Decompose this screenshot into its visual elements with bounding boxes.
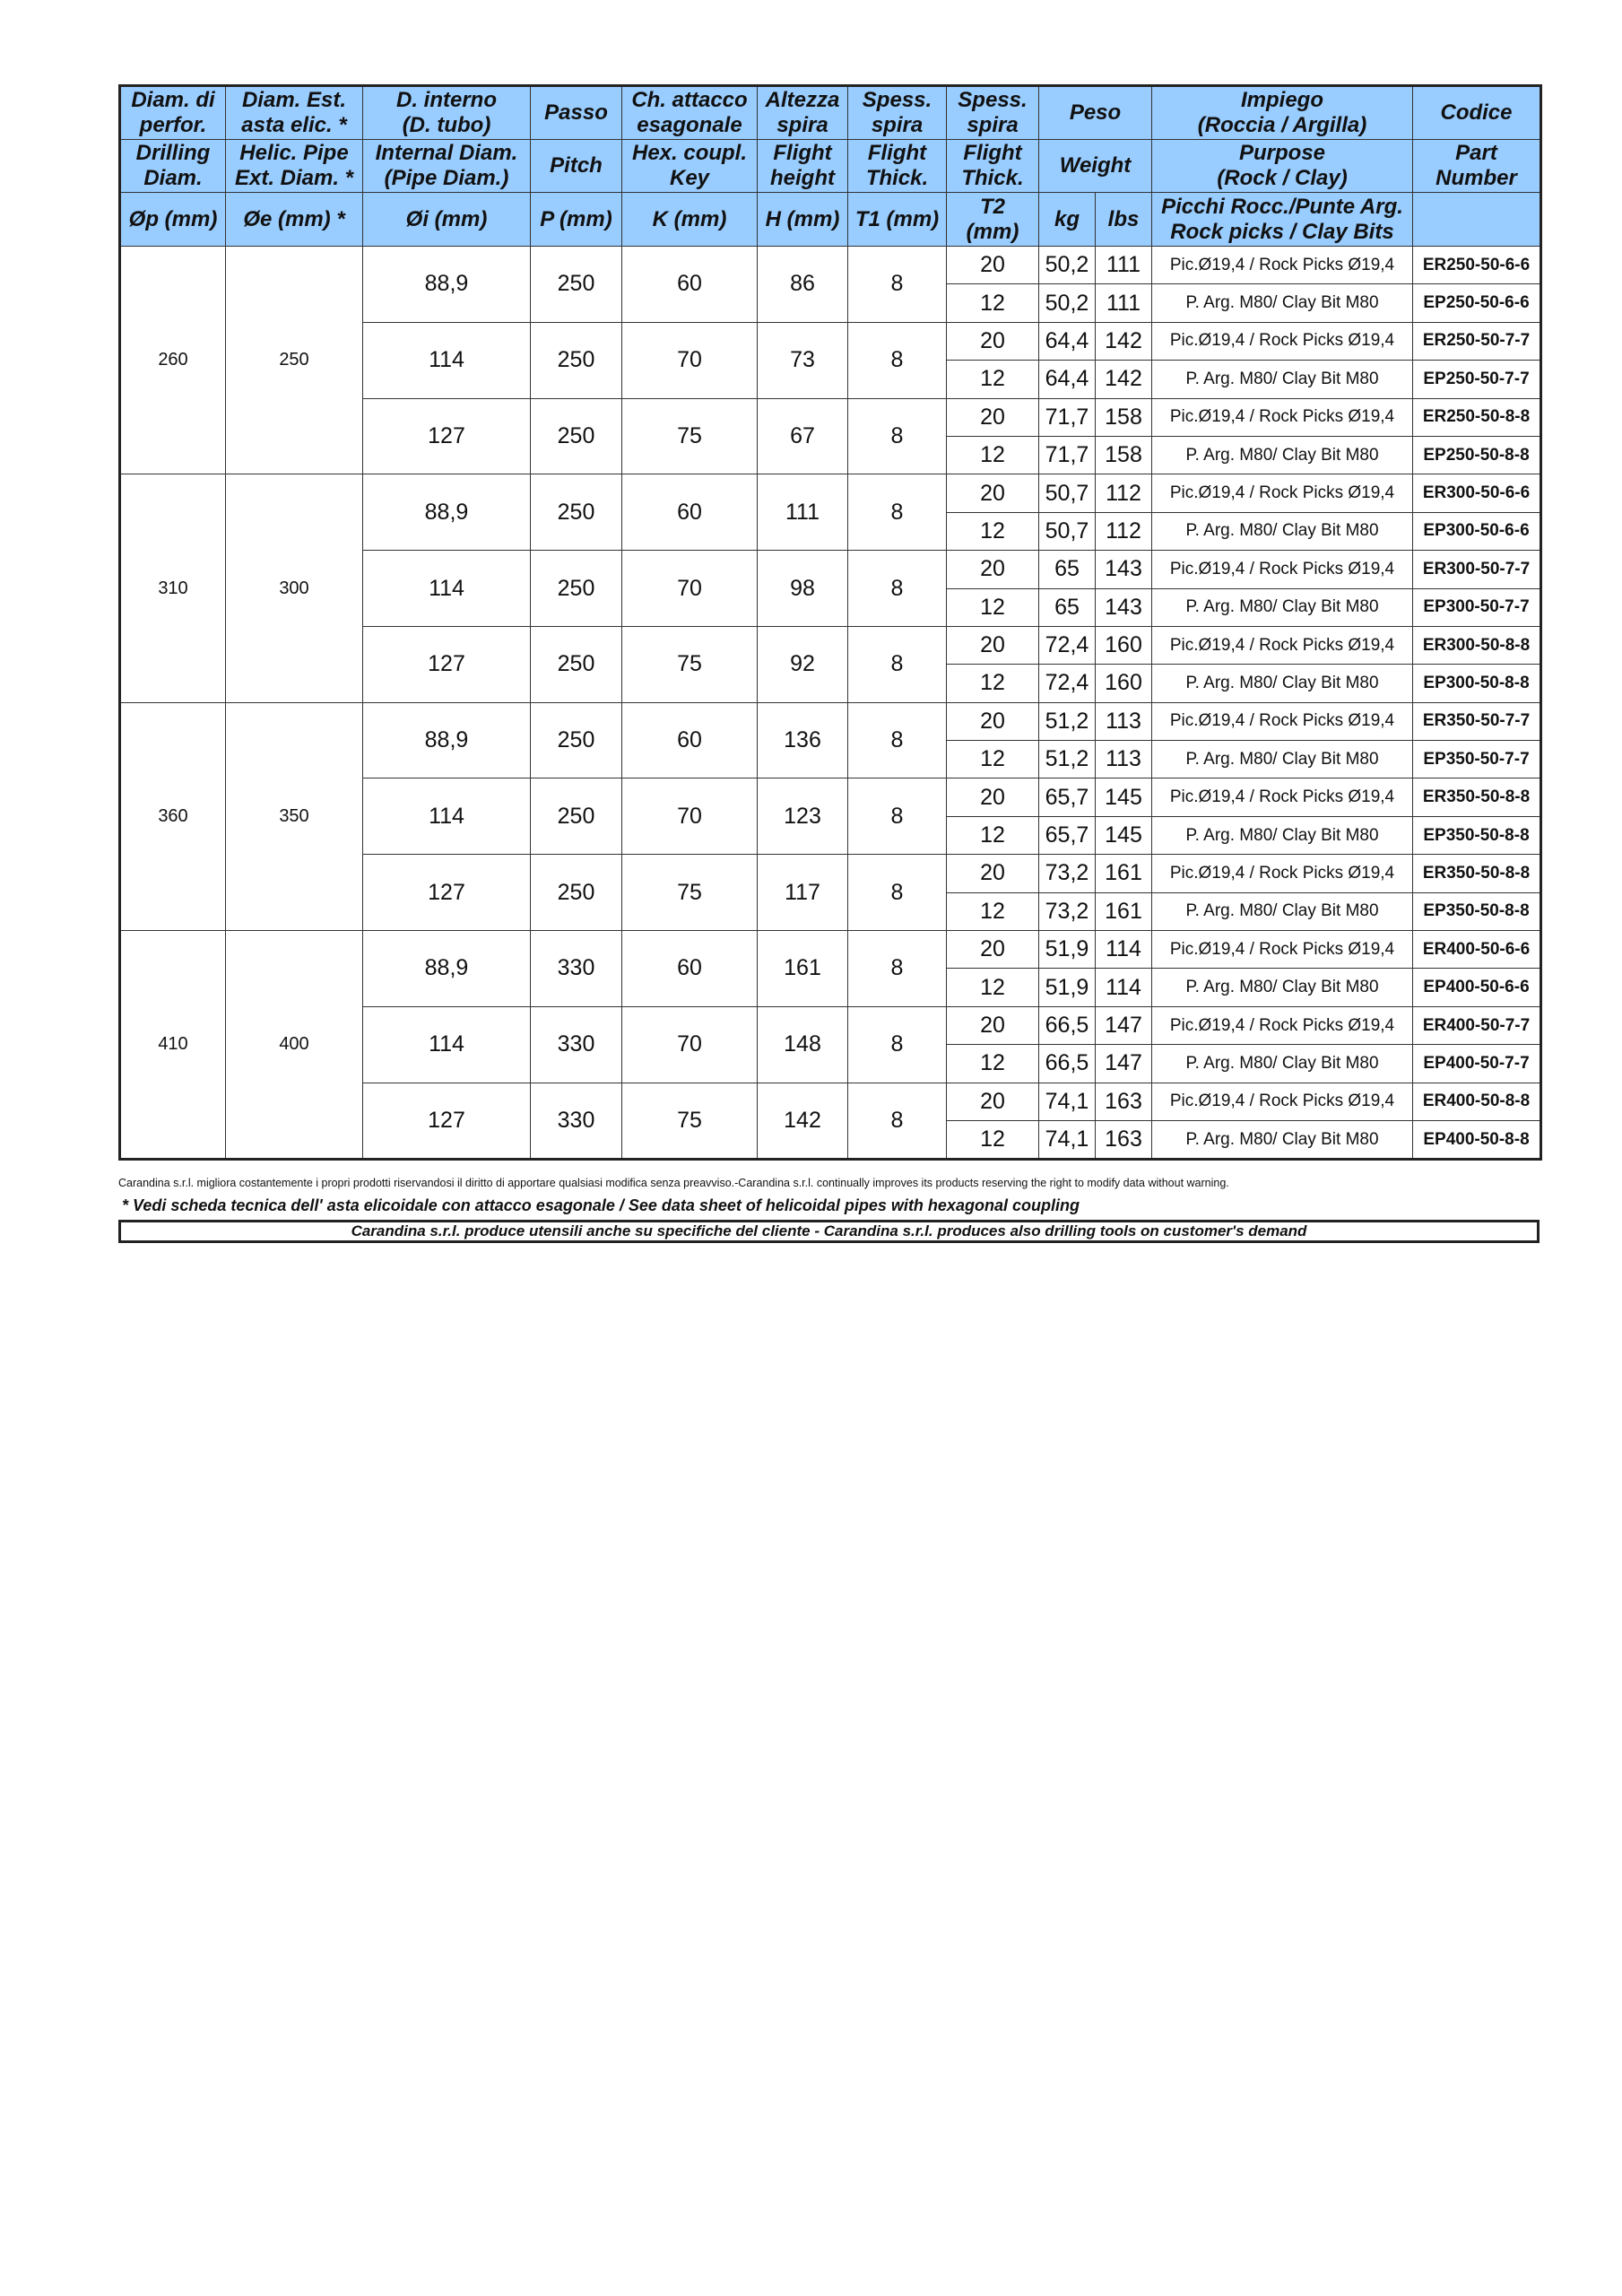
weight-kg-cell: 64,4: [1039, 322, 1096, 360]
purpose-cell: P. Arg. M80/ Clay Bit M80: [1152, 588, 1413, 626]
flight-thick-t2-cell: 12: [947, 1120, 1039, 1159]
weight-kg-cell: 50,7: [1039, 512, 1096, 550]
header-row1-k: [622, 86, 758, 140]
header-line: Impiego: [1240, 88, 1323, 112]
weight-lbs-cell: 160: [1096, 665, 1152, 702]
flight-thick-t2-cell: 20: [947, 322, 1039, 360]
header-row1-purpose: [1152, 86, 1413, 140]
header-line: Drilling: [135, 141, 211, 165]
header-line: Part: [1455, 141, 1497, 165]
header-line: Key: [669, 166, 710, 190]
flight-thick-t1-cell: 8: [848, 702, 947, 778]
weight-lbs-cell: 112: [1096, 512, 1152, 550]
weight-lbs-cell: 145: [1096, 816, 1152, 854]
header-row2-h: [758, 140, 848, 193]
weight-kg-cell: 50,2: [1039, 247, 1096, 284]
hex-key-cell: 60: [622, 702, 758, 778]
weight-kg-cell: 65: [1039, 551, 1096, 588]
weight-kg-cell: 65,7: [1039, 816, 1096, 854]
table-row: [120, 474, 1541, 512]
flight-height-cell: 142: [758, 1083, 848, 1160]
flight-thick-t2-cell: 12: [947, 512, 1039, 550]
weight-kg-cell: 66,5: [1039, 1006, 1096, 1044]
header-line: spira: [871, 113, 924, 137]
pipe-ext-diameter-cell: 300: [226, 474, 363, 702]
flight-height-cell: 161: [758, 931, 848, 1007]
part-number-cell: EP250-50-8-8: [1413, 436, 1541, 474]
header-line: Thick.: [865, 166, 929, 190]
flight-thick-t2-cell: 12: [947, 969, 1039, 1006]
weight-lbs-cell: 163: [1096, 1083, 1152, 1120]
header-row3-t2: [947, 193, 1039, 247]
internal-diameter-cell: 114: [363, 322, 531, 398]
part-number-cell: EP400-50-6-6: [1413, 969, 1541, 1006]
header-line: Ch. attacco: [631, 88, 748, 112]
flight-height-cell: 148: [758, 1006, 848, 1083]
purpose-cell: Pic.Ø19,4 / Rock Picks Ø19,4: [1152, 626, 1413, 664]
internal-diameter-cell: 88,9: [363, 931, 531, 1007]
flight-height-cell: 92: [758, 626, 848, 702]
internal-diameter-cell: 127: [363, 398, 531, 474]
weight-kg-cell: 51,2: [1039, 702, 1096, 740]
header-row2-code: [1413, 140, 1541, 193]
purpose-cell: P. Arg. M80/ Clay Bit M80: [1152, 665, 1413, 702]
weight-kg-cell: 72,4: [1039, 665, 1096, 702]
flight-thick-t2-cell: 20: [947, 778, 1039, 816]
pitch-cell: 330: [531, 1083, 622, 1160]
part-number-cell: EP250-50-7-7: [1413, 361, 1541, 398]
header-line: spira: [967, 113, 1019, 137]
weight-lbs-cell: 112: [1096, 474, 1152, 512]
spec-table: [118, 84, 1542, 1161]
header-line: T2: [979, 194, 1005, 219]
weight-kg-cell: 65: [1039, 588, 1096, 626]
header-row1-h: [758, 86, 848, 140]
flight-thick-t1-cell: 8: [848, 1083, 947, 1160]
weight-lbs-cell: 158: [1096, 398, 1152, 436]
weight-kg-cell: 65,7: [1039, 778, 1096, 816]
hex-key-cell: 75: [622, 398, 758, 474]
weight-lbs-cell: 147: [1096, 1045, 1152, 1083]
header-line: Altezza: [765, 88, 840, 112]
part-number-cell: EP250-50-6-6: [1413, 284, 1541, 322]
flight-height-cell: 123: [758, 778, 848, 855]
header-row3-p: P (mm): [531, 193, 622, 247]
purpose-cell: Pic.Ø19,4 / Rock Picks Ø19,4: [1152, 398, 1413, 436]
header-line: Spess.: [958, 88, 1028, 112]
weight-lbs-cell: 142: [1096, 361, 1152, 398]
hex-key-cell: 60: [622, 474, 758, 551]
table-row: [120, 702, 1541, 740]
flight-thick-t1-cell: 8: [848, 551, 947, 627]
weight-kg-cell: 51,9: [1039, 931, 1096, 969]
purpose-cell: P. Arg. M80/ Clay Bit M80: [1152, 892, 1413, 930]
purpose-cell: Pic.Ø19,4 / Rock Picks Ø19,4: [1152, 322, 1413, 360]
header-row1-code: [1413, 86, 1541, 140]
purpose-cell: P. Arg. M80/ Clay Bit M80: [1152, 284, 1413, 322]
flight-height-cell: 136: [758, 702, 848, 778]
hex-key-cell: 75: [622, 1083, 758, 1160]
header-line: Flight: [867, 141, 927, 165]
header-line: asta elic. *: [241, 113, 347, 137]
flight-thick-t1-cell: 8: [848, 1006, 947, 1083]
header-line: perfor.: [139, 113, 207, 137]
header-row1-weight: [1039, 86, 1152, 140]
pitch-cell: 250: [531, 247, 622, 323]
flight-thick-t2-cell: 12: [947, 741, 1039, 778]
weight-lbs-cell: 142: [1096, 322, 1152, 360]
flight-thick-t2-cell: 12: [947, 436, 1039, 474]
purpose-cell: Pic.Ø19,4 / Rock Picks Ø19,4: [1152, 778, 1413, 816]
purpose-cell: Pic.Ø19,4 / Rock Picks Ø19,4: [1152, 931, 1413, 969]
weight-lbs-cell: 143: [1096, 551, 1152, 588]
flight-height-cell: 73: [758, 322, 848, 398]
flight-thick-t2-cell: 20: [947, 702, 1039, 740]
pipe-ext-diameter-cell: 350: [226, 702, 363, 930]
part-number-cell: EP350-50-8-8: [1413, 816, 1541, 854]
header-line: Flight: [963, 141, 1022, 165]
pitch-cell: 250: [531, 626, 622, 702]
hex-key-cell: 70: [622, 551, 758, 627]
header-line: Ext. Diam. *: [234, 166, 354, 190]
header-row3-code: [1413, 193, 1541, 247]
hex-key-cell: 70: [622, 1006, 758, 1083]
header-row2-p: [531, 140, 622, 193]
weight-kg-cell: 73,2: [1039, 892, 1096, 930]
part-number-cell: ER350-50-7-7: [1413, 702, 1541, 740]
header-line: Diam. Est.: [241, 88, 347, 112]
purpose-cell: P. Arg. M80/ Clay Bit M80: [1152, 1045, 1413, 1083]
pitch-cell: 250: [531, 855, 622, 931]
part-number-cell: ER400-50-8-8: [1413, 1083, 1541, 1120]
asterisk-note: * Vedi scheda tecnica dell' asta elicoidale con attacco esagonale / See data sheet of helicoidal pipes with hexagonal coupling: [122, 1196, 1080, 1214]
pitch-cell: 250: [531, 778, 622, 855]
weight-kg-cell: 66,5: [1039, 1045, 1096, 1083]
flight-thick-t2-cell: 20: [947, 247, 1039, 284]
hex-key-cell: 75: [622, 855, 758, 931]
part-number-cell: EP300-50-7-7: [1413, 588, 1541, 626]
internal-diameter-cell: 88,9: [363, 702, 531, 778]
header-row2-dp: [120, 140, 226, 193]
purpose-cell: Pic.Ø19,4 / Rock Picks Ø19,4: [1152, 1006, 1413, 1044]
weight-lbs-cell: 111: [1096, 284, 1152, 322]
drilling-diameter-cell: 310: [120, 474, 226, 702]
purpose-cell: Pic.Ø19,4 / Rock Picks Ø19,4: [1152, 247, 1413, 284]
flight-thick-t1-cell: 8: [848, 931, 947, 1007]
flight-thick-t1-cell: 8: [848, 322, 947, 398]
header-row: [120, 193, 1541, 247]
pipe-ext-diameter-cell: 400: [226, 931, 363, 1160]
header-line: Peso: [1069, 100, 1122, 125]
purpose-cell: Pic.Ø19,4 / Rock Picks Ø19,4: [1152, 1083, 1413, 1120]
flight-thick-t2-cell: 12: [947, 361, 1039, 398]
weight-lbs-cell: 161: [1096, 892, 1152, 930]
header-line: Purpose: [1238, 141, 1326, 165]
weight-lbs-cell: 161: [1096, 855, 1152, 892]
flight-thick-t2-cell: 20: [947, 1083, 1039, 1120]
internal-diameter-cell: 127: [363, 1083, 531, 1160]
flight-thick-t2-cell: 20: [947, 931, 1039, 969]
header-line: D. interno: [396, 88, 497, 112]
flight-thick-t1-cell: 8: [848, 626, 947, 702]
header-row1-de: [226, 86, 363, 140]
header-row2-di: [363, 140, 531, 193]
header-line: (mm): [966, 219, 1019, 244]
header-row: [120, 140, 1541, 193]
header-row3-t1: T1 (mm): [848, 193, 947, 247]
purpose-cell: P. Arg. M80/ Clay Bit M80: [1152, 361, 1413, 398]
header-line: Hex. coupl.: [631, 141, 748, 165]
pitch-cell: 250: [531, 474, 622, 551]
header-line: Number: [1436, 166, 1517, 190]
pitch-cell: 330: [531, 931, 622, 1007]
purpose-cell: Pic.Ø19,4 / Rock Picks Ø19,4: [1152, 702, 1413, 740]
part-number-cell: ER250-50-8-8: [1413, 398, 1541, 436]
flight-thick-t1-cell: 8: [848, 855, 947, 931]
header-row2-t2: [947, 140, 1039, 193]
flight-thick-t2-cell: 12: [947, 588, 1039, 626]
header-line: Codice: [1440, 100, 1513, 125]
header-row2-weight: [1039, 140, 1152, 193]
drilling-diameter-cell: 260: [120, 247, 226, 474]
header-row3-purpose: [1152, 193, 1413, 247]
header-line: Pitch: [550, 153, 603, 178]
weight-lbs-cell: 114: [1096, 931, 1152, 969]
purpose-cell: P. Arg. M80/ Clay Bit M80: [1152, 436, 1413, 474]
part-number-cell: EP400-50-7-7: [1413, 1045, 1541, 1083]
header-row1-t1: [848, 86, 947, 140]
custom-tools-banner: Carandina s.r.l. produce utensili anche su specifiche del cliente - Carandina s.r.l. produces also drilling tools on customer's demand: [118, 1220, 1540, 1243]
weight-kg-cell: 74,1: [1039, 1120, 1096, 1159]
weight-lbs-cell: 158: [1096, 436, 1152, 474]
part-number-cell: EP400-50-8-8: [1413, 1120, 1541, 1159]
purpose-cell: P. Arg. M80/ Clay Bit M80: [1152, 512, 1413, 550]
header-line: Diam.: [143, 166, 203, 190]
flight-thick-t2-cell: 20: [947, 1006, 1039, 1044]
purpose-cell: Pic.Ø19,4 / Rock Picks Ø19,4: [1152, 855, 1413, 892]
flight-height-cell: 86: [758, 247, 848, 323]
pitch-cell: 250: [531, 322, 622, 398]
hex-key-cell: 60: [622, 247, 758, 323]
flight-thick-t2-cell: 12: [947, 816, 1039, 854]
hex-key-cell: 70: [622, 778, 758, 855]
internal-diameter-cell: 127: [363, 626, 531, 702]
pitch-cell: 250: [531, 551, 622, 627]
drilling-diameter-cell: 410: [120, 931, 226, 1160]
internal-diameter-cell: 114: [363, 551, 531, 627]
flight-thick-t2-cell: 20: [947, 551, 1039, 588]
purpose-cell: Pic.Ø19,4 / Rock Picks Ø19,4: [1152, 474, 1413, 512]
table-body: [120, 247, 1541, 1160]
weight-lbs-cell: 163: [1096, 1120, 1152, 1159]
header-line: Weight: [1059, 153, 1132, 178]
pipe-ext-diameter-cell: 250: [226, 247, 363, 474]
header-row3-de: Øe (mm) *: [226, 193, 363, 247]
header-line: (Rock / Clay): [1217, 166, 1348, 190]
weight-kg-cell: 51,9: [1039, 969, 1096, 1006]
hex-key-cell: 75: [622, 626, 758, 702]
part-number-cell: ER250-50-6-6: [1413, 247, 1541, 284]
flight-thick-t2-cell: 12: [947, 284, 1039, 322]
header-line: Flight: [773, 141, 832, 165]
part-number-cell: ER300-50-6-6: [1413, 474, 1541, 512]
header-row1-t2: [947, 86, 1039, 140]
header-line: Picchi Rocc./Punte Arg.: [1161, 194, 1403, 219]
header-line: Rock picks / Clay Bits: [1170, 219, 1394, 244]
header-row3-kg: kg: [1039, 193, 1096, 247]
purpose-cell: P. Arg. M80/ Clay Bit M80: [1152, 969, 1413, 1006]
weight-kg-cell: 50,7: [1039, 474, 1096, 512]
header-row2-purpose: [1152, 140, 1413, 193]
header-line: Spess.: [862, 88, 932, 112]
header-line: spira: [776, 113, 828, 137]
header-line: Helic. Pipe: [239, 141, 349, 165]
header-row3-k: K (mm): [622, 193, 758, 247]
weight-lbs-cell: 111: [1096, 247, 1152, 284]
weight-lbs-cell: 113: [1096, 702, 1152, 740]
flight-thick-t2-cell: 20: [947, 474, 1039, 512]
flight-thick-t1-cell: 8: [848, 398, 947, 474]
pitch-cell: 250: [531, 702, 622, 778]
purpose-cell: Pic.Ø19,4 / Rock Picks Ø19,4: [1152, 551, 1413, 588]
header-row3-h: H (mm): [758, 193, 848, 247]
weight-lbs-cell: 145: [1096, 778, 1152, 816]
internal-diameter-cell: 127: [363, 855, 531, 931]
hex-key-cell: 60: [622, 931, 758, 1007]
part-number-cell: EP300-50-8-8: [1413, 665, 1541, 702]
part-number-cell: EP350-50-7-7: [1413, 741, 1541, 778]
purpose-cell: P. Arg. M80/ Clay Bit M80: [1152, 816, 1413, 854]
header-row3-lbs: lbs: [1096, 193, 1152, 247]
header-row2-t1: [848, 140, 947, 193]
header-line: Thick.: [961, 166, 1024, 190]
weight-kg-cell: 71,7: [1039, 398, 1096, 436]
internal-diameter-cell: 114: [363, 1006, 531, 1083]
part-number-cell: ER300-50-8-8: [1413, 626, 1541, 664]
weight-lbs-cell: 147: [1096, 1006, 1152, 1044]
hex-key-cell: 70: [622, 322, 758, 398]
header-row1-di: [363, 86, 531, 140]
weight-kg-cell: 50,2: [1039, 284, 1096, 322]
pitch-cell: 330: [531, 1006, 622, 1083]
header-row1-dp: [120, 86, 226, 140]
header-row2-k: [622, 140, 758, 193]
flight-height-cell: 98: [758, 551, 848, 627]
flight-thick-t2-cell: 12: [947, 665, 1039, 702]
weight-kg-cell: 73,2: [1039, 855, 1096, 892]
weight-kg-cell: 72,4: [1039, 626, 1096, 664]
weight-lbs-cell: 113: [1096, 741, 1152, 778]
pitch-cell: 250: [531, 398, 622, 474]
part-number-cell: ER350-50-8-8: [1413, 855, 1541, 892]
internal-diameter-cell: 88,9: [363, 474, 531, 551]
weight-kg-cell: 51,2: [1039, 741, 1096, 778]
part-number-cell: ER350-50-8-8: [1413, 778, 1541, 816]
table-row: [120, 931, 1541, 969]
header-line: Diam. di: [131, 88, 215, 112]
flight-thick-t1-cell: 8: [848, 247, 947, 323]
table-header: [120, 86, 1541, 247]
header-line: (Roccia / Argilla): [1197, 113, 1367, 137]
part-number-cell: ER400-50-6-6: [1413, 931, 1541, 969]
flight-thick-t2-cell: 12: [947, 892, 1039, 930]
disclaimer-note: Carandina s.r.l. migliora costantemente i propri prodotti riservandosi il diritto di apportare qualsiasi modifica senza preavviso.-Carandina s.r.l. continually improves its products reserving the right to modify data without warning.: [118, 1177, 1229, 1189]
header-line: height: [770, 166, 835, 190]
table-row: [120, 247, 1541, 284]
header-line: esagonale: [637, 113, 742, 137]
spec-sheet: [118, 84, 1540, 1239]
header-row1-p: [531, 86, 622, 140]
weight-lbs-cell: 143: [1096, 588, 1152, 626]
purpose-cell: P. Arg. M80/ Clay Bit M80: [1152, 741, 1413, 778]
header-line: (D. tubo): [402, 113, 491, 137]
flight-thick-t1-cell: 8: [848, 474, 947, 551]
flight-thick-t2-cell: 20: [947, 398, 1039, 436]
flight-thick-t2-cell: 20: [947, 855, 1039, 892]
header-line: Passo: [544, 100, 608, 125]
header-line: Internal Diam.: [375, 141, 518, 165]
purpose-cell: P. Arg. M80/ Clay Bit M80: [1152, 1120, 1413, 1159]
part-number-cell: EP300-50-6-6: [1413, 512, 1541, 550]
weight-kg-cell: 71,7: [1039, 436, 1096, 474]
flight-thick-t1-cell: 8: [848, 778, 947, 855]
header-row: [120, 86, 1541, 140]
flight-thick-t2-cell: 12: [947, 1045, 1039, 1083]
internal-diameter-cell: 88,9: [363, 247, 531, 323]
part-number-cell: ER250-50-7-7: [1413, 322, 1541, 360]
weight-lbs-cell: 114: [1096, 969, 1152, 1006]
flight-height-cell: 111: [758, 474, 848, 551]
header-row3-di: Øi (mm): [363, 193, 531, 247]
weight-kg-cell: 74,1: [1039, 1083, 1096, 1120]
drilling-diameter-cell: 360: [120, 702, 226, 930]
internal-diameter-cell: 114: [363, 778, 531, 855]
header-row3-dp: Øp (mm): [120, 193, 226, 247]
header-line: (Pipe Diam.): [384, 166, 509, 190]
flight-height-cell: 117: [758, 855, 848, 931]
weight-kg-cell: 64,4: [1039, 361, 1096, 398]
part-number-cell: EP350-50-8-8: [1413, 892, 1541, 930]
flight-thick-t2-cell: 20: [947, 626, 1039, 664]
header-row2-de: [226, 140, 363, 193]
part-number-cell: ER400-50-7-7: [1413, 1006, 1541, 1044]
flight-height-cell: 67: [758, 398, 848, 474]
weight-lbs-cell: 160: [1096, 626, 1152, 664]
part-number-cell: ER300-50-7-7: [1413, 551, 1541, 588]
